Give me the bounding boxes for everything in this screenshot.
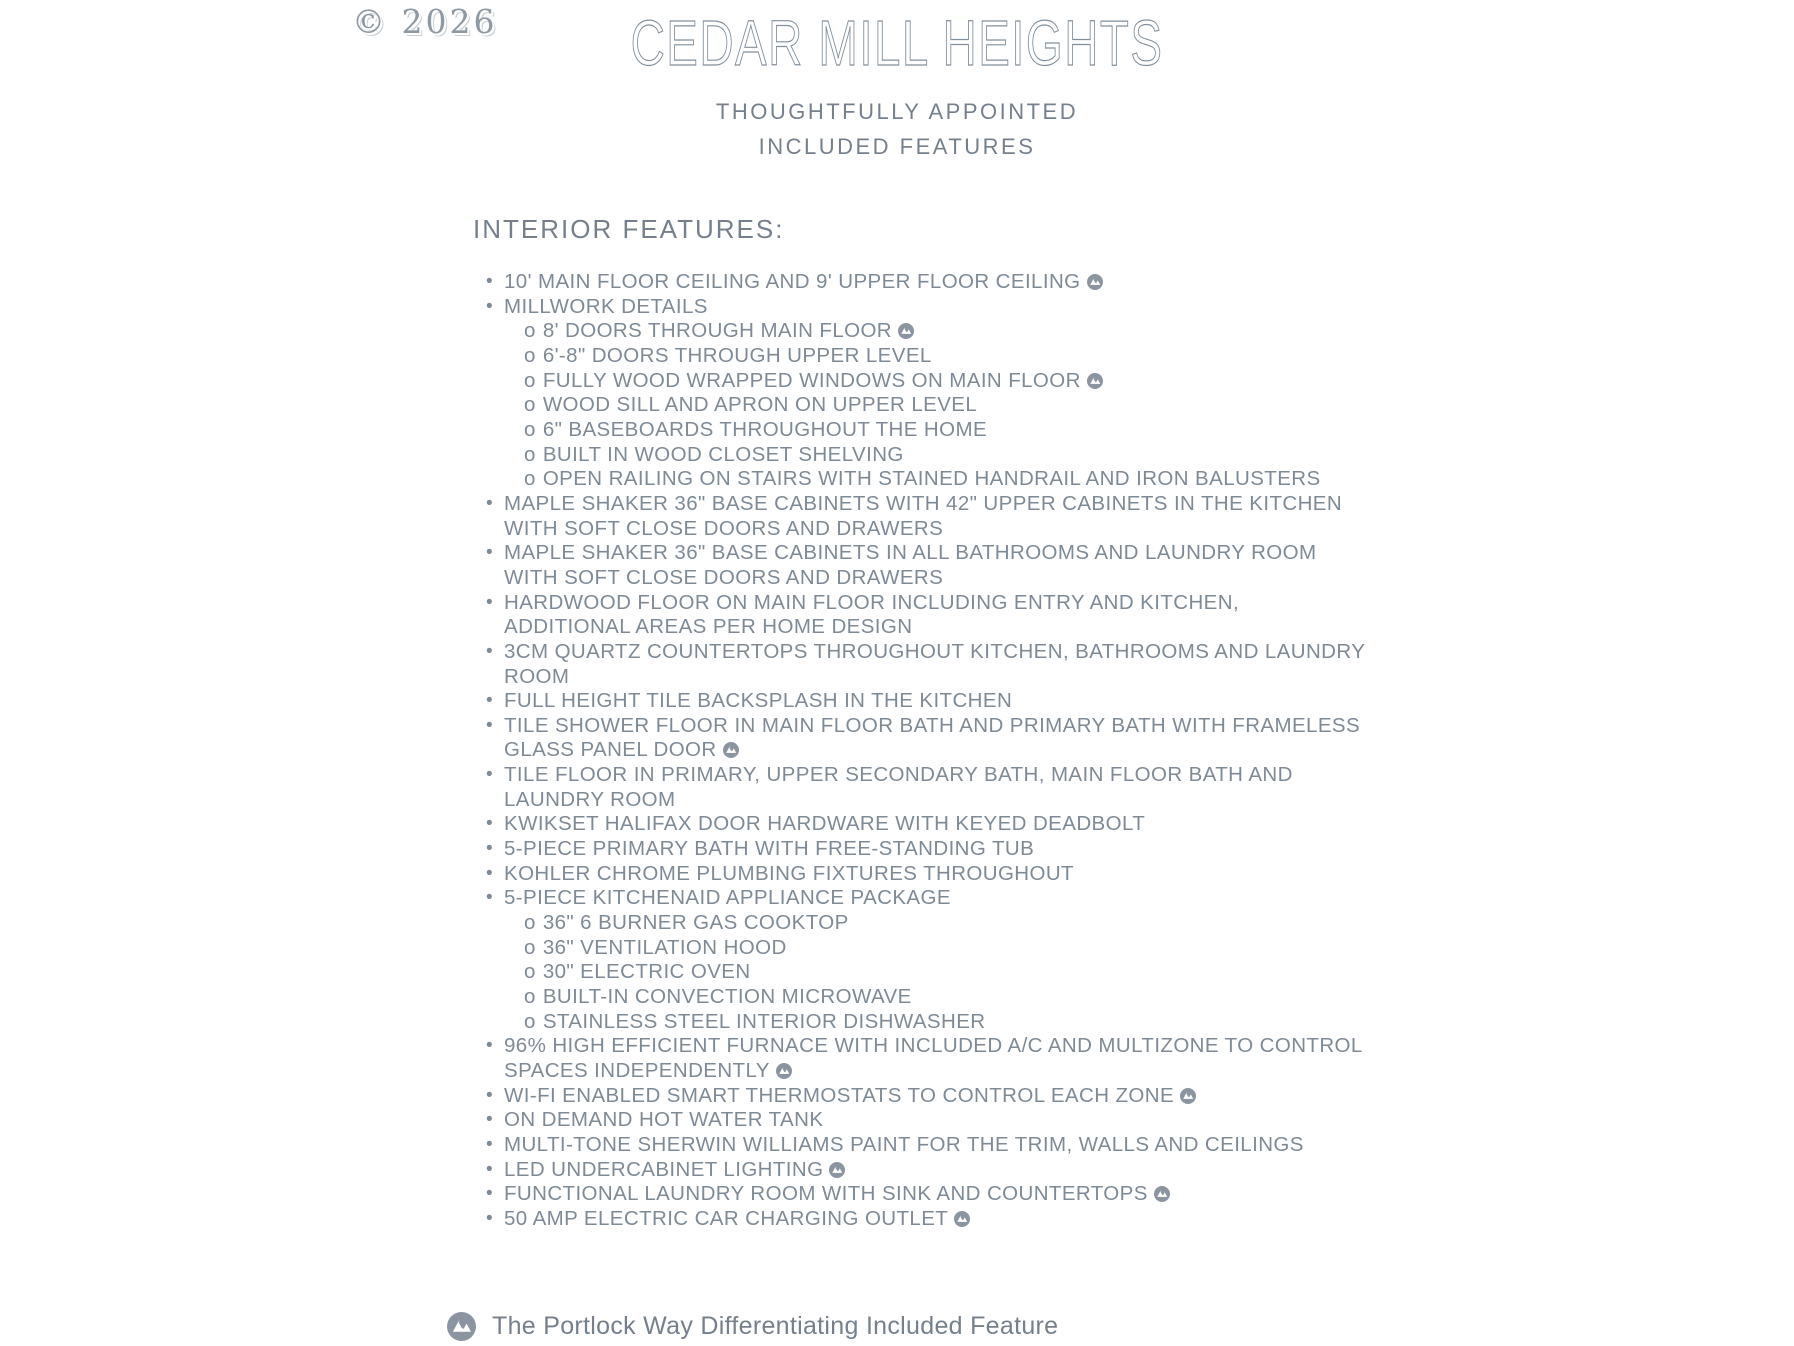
portlock-mountain-badge-icon xyxy=(776,1063,792,1079)
sub-bullet-marker: o xyxy=(524,467,536,491)
feature-text: WI-FI ENABLED SMART THERMOSTATS TO CONTROL EACH ZONE xyxy=(504,1083,1175,1107)
feature-text: HARDWOOD FLOOR ON MAIN FLOOR INCLUDING ENTRY AND KITCHEN, ADDITIONAL AREAS PER HOME DESIGN xyxy=(504,590,1240,639)
feature-item xyxy=(486,1084,1370,1109)
feature-text: TILE FLOOR IN PRIMARY, UPPER SECONDARY BATH, MAIN FLOOR BATH AND LAUNDRY ROOM xyxy=(504,763,1293,811)
feature-text: KWIKSET HALIFAX DOOR HARDWARE WITH KEYED DEADBOLT xyxy=(504,812,1146,836)
feature-subitem xyxy=(524,467,1370,492)
feature-text: ON DEMAND HOT WATER TANK xyxy=(504,1108,824,1132)
feature-item xyxy=(486,1034,1370,1083)
sub-bullet-marker: o xyxy=(524,442,536,466)
feature-text: MAPLE SHAKER 36" BASE CABINETS IN ALL BATHROOMS AND LAUNDRY ROOM WITH SOFT CLOSE DOORS AND DRAWERS xyxy=(504,541,1317,589)
feature-text: LED UNDERCABINET LIGHTING xyxy=(504,1157,824,1181)
features-list xyxy=(486,270,1370,1232)
feature-subitem xyxy=(524,344,1370,369)
feature-subtext: 6" BASEBOARDS THROUGHOUT THE HOME xyxy=(542,417,988,441)
sub-bullet-marker: o xyxy=(524,911,536,935)
portlock-mountain-badge-icon xyxy=(1154,1186,1170,1202)
subtitle-included-features: INCLUDED FEATURES xyxy=(758,134,1036,159)
feature-subitem xyxy=(524,393,1370,418)
feature-item xyxy=(486,763,1370,812)
sub-bullet-marker: o xyxy=(524,417,536,441)
portlock-mountain-badge-icon xyxy=(954,1211,970,1227)
portlock-mountain-badge-icon xyxy=(1087,274,1103,290)
feature-text: 10' MAIN FLOOR CEILING AND 9' UPPER FLOOR CEILING xyxy=(504,270,1081,293)
feature-item xyxy=(486,714,1370,763)
feature-subitem xyxy=(524,319,1370,344)
feature-subtext: 8' DOORS THROUGH MAIN FLOOR xyxy=(542,319,893,343)
feature-subtext: BUILT-IN CONVECTION MICROWAVE xyxy=(542,985,912,1009)
feature-subitem xyxy=(524,443,1370,468)
sub-bullet-marker: o xyxy=(524,319,536,343)
portlock-mountain-logo-icon xyxy=(447,1312,476,1341)
feature-subtext: OPEN RAILING ON STAIRS WITH STAINED HANDRAIL AND IRON BALUSTERS xyxy=(542,467,1321,491)
feature-subitem xyxy=(524,936,1370,961)
feature-item xyxy=(486,1158,1370,1183)
feature-subtext: 36" VENTILATION HOOD xyxy=(542,935,787,959)
feature-text: MAPLE SHAKER 36" BASE CABINETS WITH 42" UPPER CABINETS IN THE KITCHEN WITH SOFT CLOSE DOORS AND DRAWERS xyxy=(504,491,1343,540)
feature-text: FULL HEIGHT TILE BACKSPLASH IN THE KITCHEN xyxy=(504,689,1013,713)
feature-item xyxy=(486,837,1370,862)
feature-subitem xyxy=(524,418,1370,443)
community-title: CEDAR MILL HEIGHTS xyxy=(630,7,1164,79)
feature-subitem xyxy=(524,960,1370,985)
feature-item xyxy=(486,270,1370,295)
feature-text: FUNCTIONAL LAUNDRY ROOM WITH SINK AND COUNTERTOPS xyxy=(504,1182,1148,1206)
copyright-year: © 2026 xyxy=(352,2,498,41)
feature-subtext: 36" 6 BURNER GAS COOKTOP xyxy=(542,911,849,935)
portlock-mountain-badge-icon xyxy=(723,742,739,758)
sub-bullet-marker: o xyxy=(524,1009,536,1033)
feature-text: MILLWORK DETAILS xyxy=(504,294,708,318)
feature-item xyxy=(486,640,1370,689)
tagline: THOUGHTFULLY APPOINTED xyxy=(715,99,1079,124)
feature-item xyxy=(486,591,1370,640)
feature-item xyxy=(486,1182,1370,1207)
sub-bullet-marker: o xyxy=(524,935,536,959)
sub-bullet-marker: o xyxy=(524,343,536,367)
sub-bullet-marker: o xyxy=(524,985,536,1009)
portlock-mountain-badge-icon xyxy=(829,1162,845,1178)
footer-legend-text: The Portlock Way Differentiating Included Feature xyxy=(492,1312,1059,1340)
feature-text: 3CM QUARTZ COUNTERTOPS THROUGHOUT KITCHEN, BATHROOMS AND LAUNDRY ROOM xyxy=(504,639,1365,688)
feature-subtext: FULLY WOOD WRAPPED WINDOWS ON MAIN FLOOR xyxy=(542,368,1081,392)
feature-item xyxy=(486,862,1370,887)
feature-sublist xyxy=(524,911,1370,1034)
feature-subtext: WOOD SILL AND APRON ON UPPER LEVEL xyxy=(542,393,978,417)
feature-subitem xyxy=(524,369,1370,394)
feature-item xyxy=(486,689,1370,714)
feature-item xyxy=(486,886,1370,1034)
feature-item xyxy=(486,295,1370,492)
feature-item xyxy=(486,812,1370,837)
sub-bullet-marker: o xyxy=(524,960,536,984)
feature-sublist xyxy=(524,319,1370,492)
feature-text: TILE SHOWER FLOOR IN MAIN FLOOR BATH AND PRIMARY BATH WITH FRAMELESS GLASS PANEL DOOR xyxy=(504,713,1361,762)
feature-subtext: BUILT IN WOOD CLOSET SHELVING xyxy=(542,442,904,466)
section-heading-interior-features: INTERIOR FEATURES: xyxy=(473,214,785,244)
feature-subtext: 30" ELECTRIC OVEN xyxy=(542,960,751,984)
feature-subitem xyxy=(524,1010,1370,1035)
feature-item xyxy=(486,541,1370,590)
portlock-mountain-badge-icon xyxy=(1180,1088,1196,1104)
sub-bullet-marker: o xyxy=(524,393,536,417)
feature-item xyxy=(486,1108,1370,1133)
feature-text: MULTI-TONE SHERWIN WILLIAMS PAINT FOR THE TRIM, WALLS AND CEILINGS xyxy=(504,1132,1304,1156)
feature-text: 5-PIECE KITCHENAID APPLIANCE PACKAGE xyxy=(504,886,951,910)
sub-bullet-marker: o xyxy=(524,368,536,392)
feature-item xyxy=(486,492,1370,541)
feature-item xyxy=(486,1133,1370,1158)
feature-text: 96% HIGH EFFICIENT FURNACE WITH INCLUDED A/C AND MULTIZONE TO CONTROL SPACES INDEPENDENTLY xyxy=(504,1034,1362,1082)
feature-text: KOHLER CHROME PLUMBING FIXTURES THROUGHOUT xyxy=(504,861,1074,885)
feature-subitem xyxy=(524,911,1370,936)
footer-legend xyxy=(447,1312,1058,1341)
feature-item xyxy=(486,1207,1370,1232)
feature-subtext: 6'-8" DOORS THROUGH UPPER LEVEL xyxy=(542,343,932,367)
feature-text: 5-PIECE PRIMARY BATH WITH FREE-STANDING TUB xyxy=(504,837,1035,861)
portlock-mountain-badge-icon xyxy=(898,323,914,339)
feature-text: 50 AMP ELECTRIC CAR CHARGING OUTLET xyxy=(504,1206,949,1230)
portlock-mountain-badge-icon xyxy=(1087,373,1103,389)
feature-subtext: STAINLESS STEEL INTERIOR DISHWASHER xyxy=(542,1009,986,1033)
feature-subitem xyxy=(524,985,1370,1010)
